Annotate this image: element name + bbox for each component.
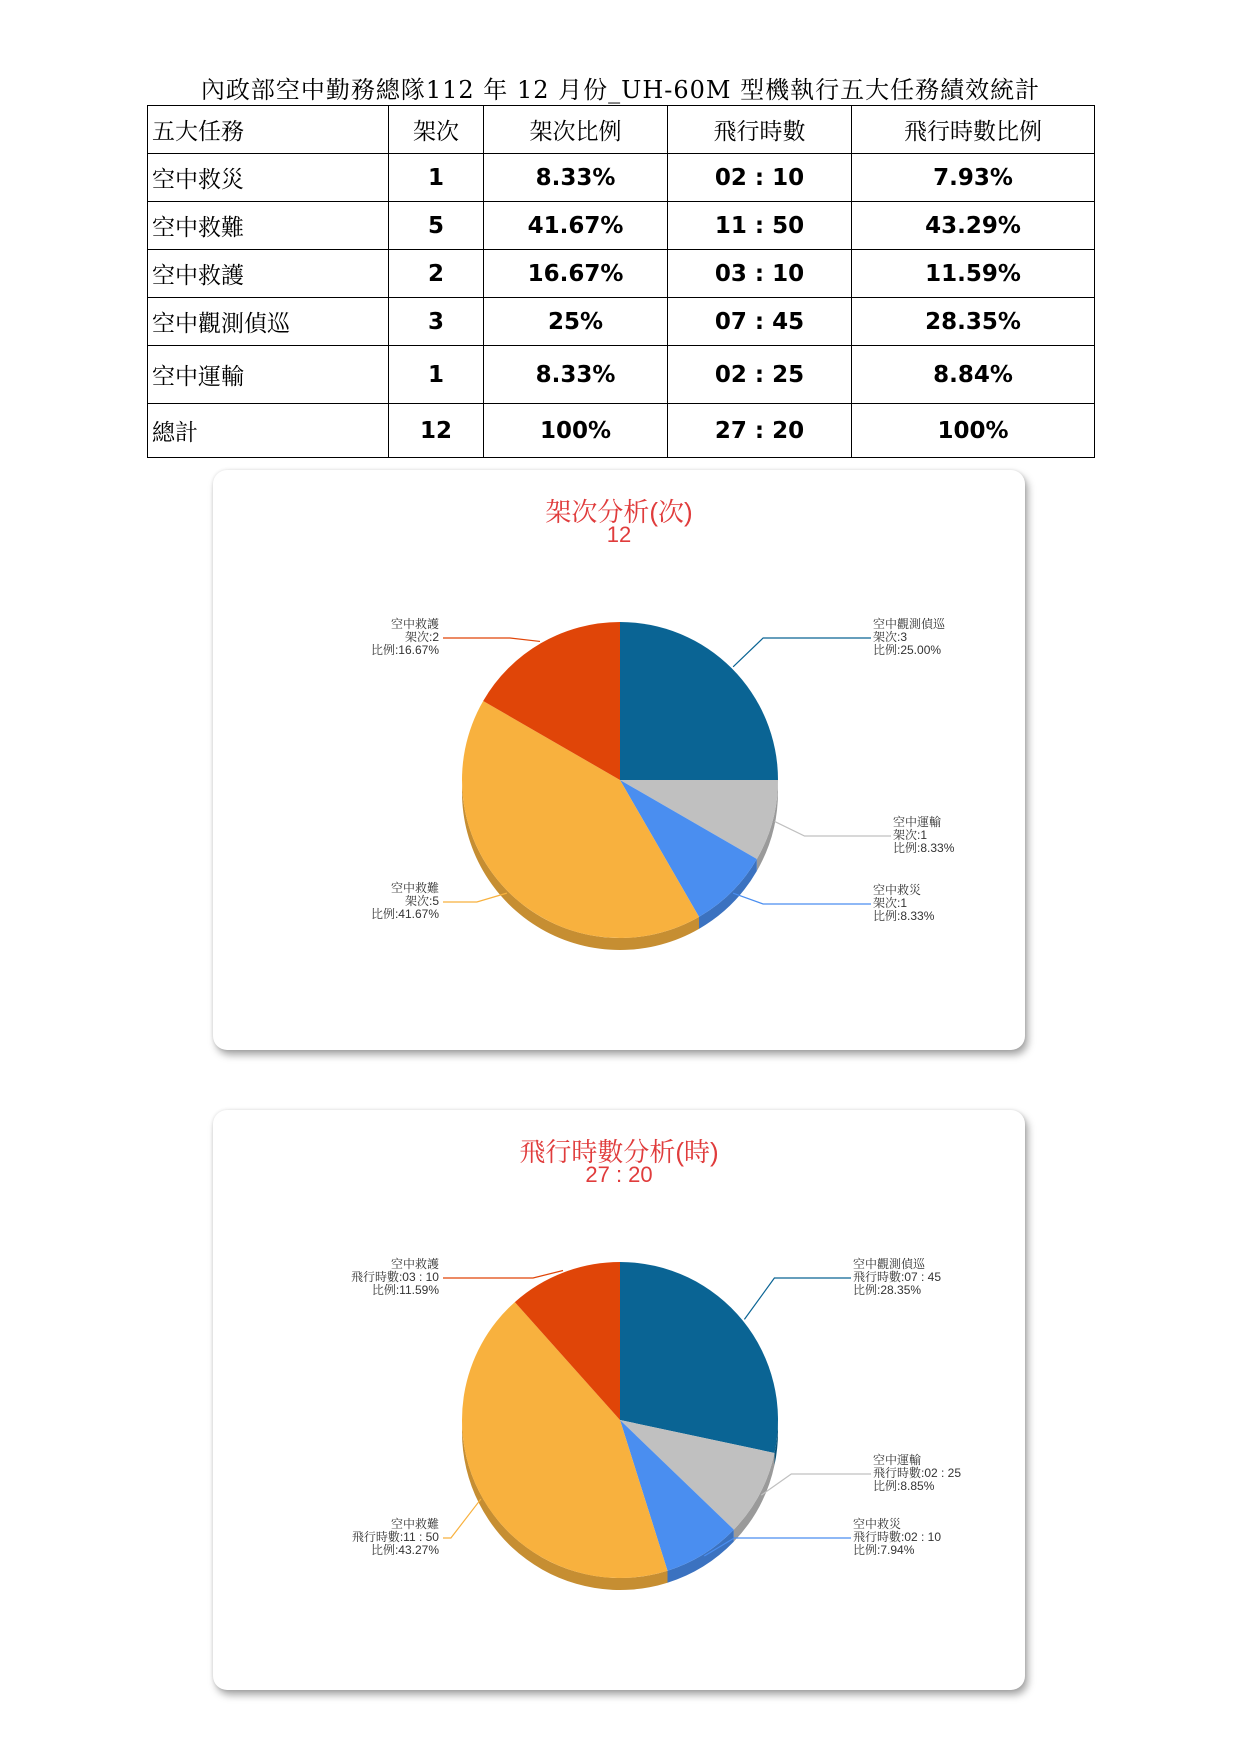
header-mission: 五大任務 bbox=[148, 106, 389, 154]
slice-label-value: 飛行時數:07 : 45 bbox=[853, 1270, 942, 1284]
cell-sorties: 5 bbox=[389, 202, 484, 250]
slice-label-value: 架次:1 bbox=[873, 896, 908, 910]
cell-mission: 空中觀測偵巡 bbox=[148, 298, 389, 346]
cell-sortie-ratio: 8.33% bbox=[484, 346, 668, 404]
header-hours-ratio: 飛行時數比例 bbox=[852, 106, 1095, 154]
slice-label-percent: 比例:11.59% bbox=[371, 1283, 439, 1297]
table-row bbox=[148, 346, 1095, 404]
slice-label-percent: 比例:8.33% bbox=[873, 909, 935, 923]
slice-label-percent: 比例:7.94% bbox=[853, 1543, 915, 1557]
cell-sorties: 2 bbox=[389, 250, 484, 298]
chart-title: 飛行時數分析(時) bbox=[519, 1137, 719, 1167]
flight-hours-chart-card bbox=[213, 1110, 1025, 1690]
cell-mission: 總計 bbox=[148, 404, 389, 458]
slice-label-value: 飛行時數:11 : 50 bbox=[351, 1530, 439, 1544]
cell-sorties: 1 bbox=[389, 154, 484, 202]
cell-sortie-ratio: 100% bbox=[484, 404, 668, 458]
slice-label-value: 架次:2 bbox=[404, 630, 439, 644]
slice-label-name: 空中運輸 bbox=[893, 815, 942, 829]
leader-line bbox=[443, 893, 507, 902]
flight-hours-pie-chart bbox=[213, 1110, 1025, 1690]
table-row bbox=[148, 202, 1095, 250]
cell-mission: 空中救災 bbox=[148, 154, 389, 202]
slice-label-percent: 比例:43.27% bbox=[370, 1543, 439, 1557]
slice-label-percent: 比例:41.67% bbox=[370, 907, 439, 921]
slice-label-name: 空中救難 bbox=[390, 881, 439, 895]
sorties-chart-card bbox=[213, 470, 1025, 1050]
leader-line bbox=[733, 893, 871, 904]
cell-mission: 空中救護 bbox=[148, 250, 389, 298]
cell-mission: 空中救難 bbox=[148, 202, 389, 250]
cell-flight-hours: 07 : 45 bbox=[668, 298, 852, 346]
slice-label-name: 空中運輸 bbox=[873, 1453, 922, 1467]
slice-label-name: 空中救護 bbox=[390, 1257, 439, 1271]
header-sortie-ratio: 架次比例 bbox=[484, 106, 668, 154]
slice-label-name: 空中救災 bbox=[873, 883, 922, 897]
chart-subtitle: 12 bbox=[606, 522, 632, 547]
header-sorties: 架次 bbox=[389, 106, 484, 154]
cell-hours-ratio: 43.29% bbox=[852, 202, 1095, 250]
slice-label-name: 空中救災 bbox=[853, 1517, 902, 1531]
slice-label-value: 飛行時數:03 : 10 bbox=[350, 1270, 439, 1284]
cell-flight-hours: 11 : 50 bbox=[668, 202, 852, 250]
leader-line bbox=[761, 1474, 871, 1495]
table-total-row bbox=[148, 404, 1095, 458]
slice-label-percent: 比例:8.33% bbox=[893, 841, 955, 855]
slice-label-value: 架次:3 bbox=[873, 630, 908, 644]
cell-hours-ratio: 100% bbox=[852, 404, 1095, 458]
sorties-pie-chart bbox=[213, 470, 1025, 1050]
leader-line bbox=[733, 638, 871, 667]
cell-sorties: 1 bbox=[389, 346, 484, 404]
slice-label-percent: 比例:28.35% bbox=[853, 1283, 922, 1297]
cell-hours-ratio: 8.84% bbox=[852, 346, 1095, 404]
leader-line bbox=[775, 821, 891, 836]
leader-line bbox=[443, 1270, 563, 1278]
cell-sortie-ratio: 8.33% bbox=[484, 154, 668, 202]
header-flight-hours: 飛行時數 bbox=[668, 106, 852, 154]
slice-label-percent: 比例:16.67% bbox=[370, 643, 439, 657]
cell-flight-hours: 27 : 20 bbox=[668, 404, 852, 458]
leader-line bbox=[744, 1278, 851, 1319]
slice-label-name: 空中救護 bbox=[390, 617, 439, 631]
cell-sortie-ratio: 41.67% bbox=[484, 202, 668, 250]
cell-sorties: 3 bbox=[389, 298, 484, 346]
cell-sortie-ratio: 16.67% bbox=[484, 250, 668, 298]
slice-label-value: 架次:1 bbox=[893, 828, 928, 842]
cell-flight-hours: 02 : 25 bbox=[668, 346, 852, 404]
slice-label-name: 空中觀測偵巡 bbox=[853, 1257, 926, 1271]
slice-label-value: 飛行時數:02 : 10 bbox=[853, 1530, 942, 1544]
cell-hours-ratio: 28.35% bbox=[852, 298, 1095, 346]
cell-hours-ratio: 7.93% bbox=[852, 154, 1095, 202]
slice-label-value: 架次:5 bbox=[404, 894, 439, 908]
chart-title: 架次分析(次) bbox=[545, 497, 693, 527]
slice-label-percent: 比例:8.85% bbox=[873, 1479, 935, 1493]
mission-stats-table bbox=[147, 105, 1095, 458]
slice-label-value: 飛行時數:02 : 25 bbox=[873, 1466, 962, 1480]
pie-slice bbox=[620, 1262, 778, 1453]
cell-mission: 空中運輸 bbox=[148, 346, 389, 404]
table-header-row bbox=[148, 106, 1095, 154]
table-row bbox=[148, 250, 1095, 298]
cell-flight-hours: 02 : 10 bbox=[668, 154, 852, 202]
slice-label-percent: 比例:25.00% bbox=[873, 643, 942, 657]
table-row bbox=[148, 298, 1095, 346]
leader-line bbox=[443, 1499, 481, 1538]
table-row bbox=[148, 154, 1095, 202]
cell-hours-ratio: 11.59% bbox=[852, 250, 1095, 298]
slice-label-name: 空中救難 bbox=[390, 1517, 439, 1531]
slice-label-name: 空中觀測偵巡 bbox=[873, 617, 946, 631]
leader-line bbox=[443, 638, 540, 641]
cell-flight-hours: 03 : 10 bbox=[668, 250, 852, 298]
cell-sortie-ratio: 25% bbox=[484, 298, 668, 346]
chart-subtitle: 27 : 20 bbox=[585, 1162, 653, 1187]
document-title: 內政部空中勤務總隊112 年 12 月份_UH-60M 型機執行五大任務績效統計 bbox=[200, 76, 1041, 104]
cell-sorties: 12 bbox=[389, 404, 484, 458]
